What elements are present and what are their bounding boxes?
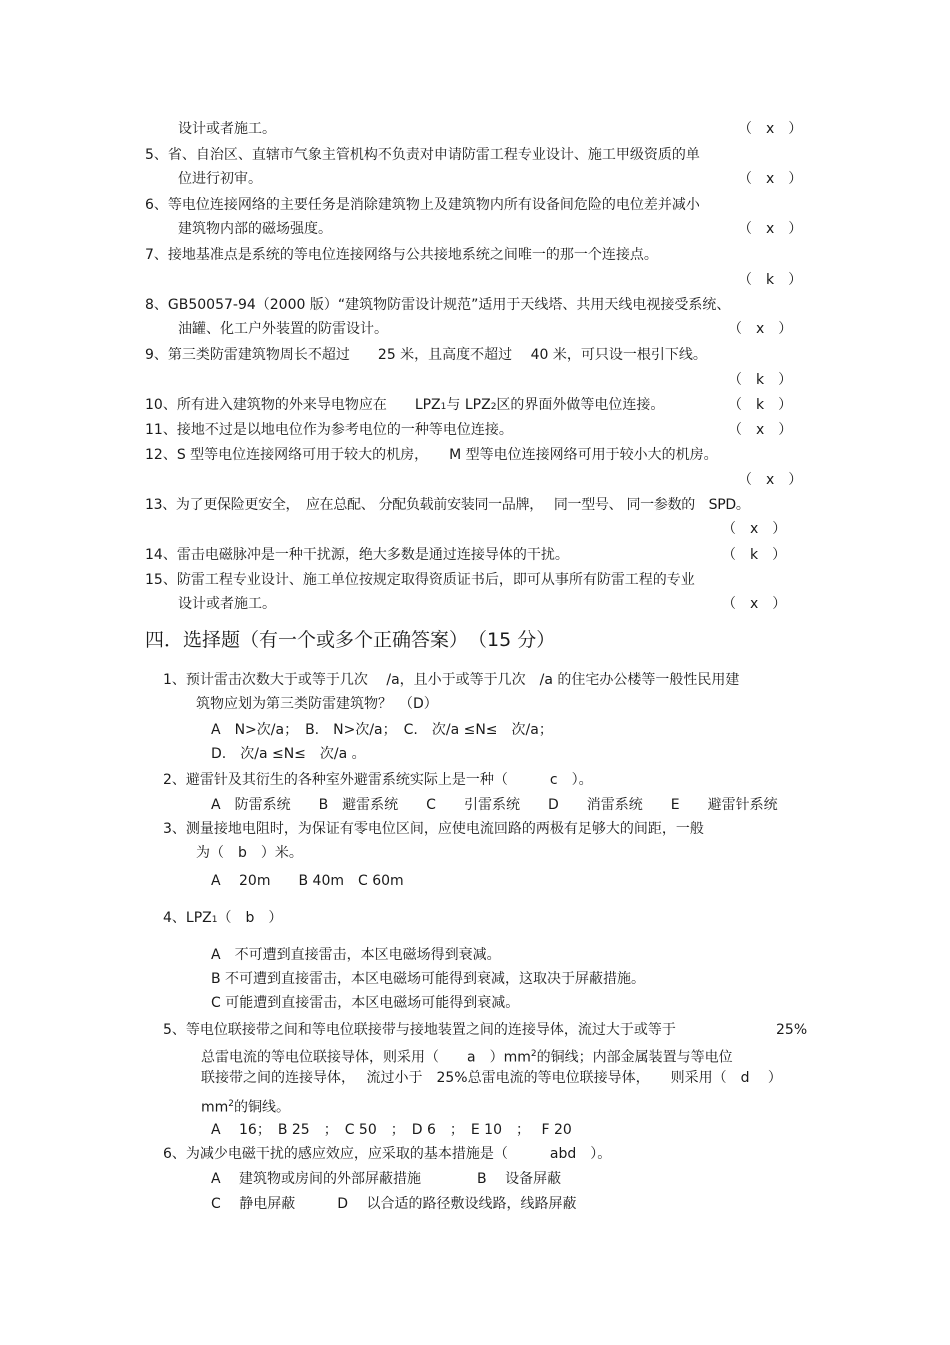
c4-text-a: 4、LPZ: [163, 910, 212, 926]
q8-line1: 8、GB50057-94（2000 版）“建筑物防雷设计规范”适用于天线塔、共用天线电视接受系统、: [145, 297, 731, 313]
q14-line1: 14、雷击电磁脉冲是一种干扰源，绝大多数是通过连接导体的干扰。: [145, 547, 569, 563]
c5-text-d: 的铜线。: [234, 1099, 291, 1116]
c4-option-a: A 不可遭到直接雷击，本区电磁场得到衰减。: [211, 947, 501, 963]
q10-answer: （ k ）: [728, 397, 793, 413]
c5-line2: [201, 1045, 733, 1067]
c5-line1-percent: 25%: [776, 1022, 808, 1038]
q15-line1: 15、防雷工程专业设计、施工单位按规定取得资质证书后，即可从事所有防雷工程的专业: [145, 572, 695, 588]
c1-options-row2: D. 次/a ≤N≤ 次/a 。: [211, 746, 366, 762]
c5-line1: 5、等电位联接带之间和等电位联接带与接地装置之间的连接导体，流过大于或等于: [163, 1022, 676, 1038]
q9-line1: 9、第三类防雷建筑物周长不超过 25 米，且高度不超过 40 米，可只设一根引下线。: [145, 347, 707, 363]
q10-sub2: 2: [490, 402, 497, 412]
q11-line1: 11、接地不过是以地电位作为参考电位的一种等电位连接。: [145, 422, 513, 438]
q13-answer: （ x ）: [722, 521, 787, 537]
c5-sup-b: 2: [228, 1099, 235, 1109]
q11-answer: （ x ）: [728, 422, 793, 438]
c3-line1: 3、测量接地电阻时，为保证有零电位区间，应使电流回路的两极有足够大的间距，一般: [163, 821, 704, 837]
q5-line1: 5、省、自治区、直辖市气象主管机构不负责对申请防雷工程专业设计、施工甲级资质的单: [145, 147, 700, 163]
c5-sup-a: 2: [530, 1049, 537, 1059]
c1-line2: 筑物应划为第三类防雷建筑物？ （D）: [196, 696, 438, 712]
c4-option-c: C 可能遭到直接雷击，本区电磁场可能得到衰减。: [211, 995, 520, 1011]
c5-text-c: mm: [201, 1099, 229, 1116]
q14-answer: （ k ）: [722, 547, 787, 563]
c5-text-a: 总雷电流的等电位联接导体，则采用（ a ）mm: [201, 1049, 531, 1066]
c2-options: A 防雷系统 B 避雷系统 C 引雷系统 D 消雷系统 E 避雷针系统: [211, 797, 778, 813]
c1-options-row1: A N>次/a； B. N>次/a； C. 次/a ≤N≤ 次/a；: [211, 722, 553, 738]
c4-sub: 1: [211, 915, 218, 925]
c5-line3: 联接带之间的连接导体， 流过小于 25%总雷电流的等电位联接导体， 则采用（ d ）: [201, 1070, 782, 1086]
q5-answer: （ x ）: [738, 171, 803, 187]
c5-text-b: 的铜线；内部金属装置与等电位: [536, 1049, 733, 1066]
c6-options-row2: C 静电屏蔽 D 以合适的路径敷设线路，线路屏蔽: [211, 1196, 577, 1212]
q10-text-b: 与 LPZ: [446, 397, 491, 413]
c3-options: A 20m B 40m C 60m: [211, 873, 404, 889]
c4-option-b: B 不可遭到直接雷击，本区电磁场可能得到衰减，这取决于屏蔽措施。: [211, 971, 646, 987]
c4-line1: [163, 909, 282, 929]
q15-line2: 设计或者施工。: [178, 596, 276, 612]
c3-line2: 为（ b ）米。: [196, 845, 303, 861]
q10-text-a: 10、所有进入建筑物的外来导电物应在 LPZ: [145, 397, 441, 413]
q7-answer: （ k ）: [738, 272, 803, 288]
q4-continuation: 设计或者施工。: [178, 121, 276, 137]
q13-line1: 13、为了更保险更安全， 应在总配、 分配负载前安装同一品牌， 同一型号、 同一参数的 SPD。: [145, 497, 750, 513]
c2-line1: 2、避雷针及其衍生的各种室外避雷系统实际上是一种（ c ）。: [163, 772, 593, 788]
section-title: 四．选择题（有一个或多个正确答案） （15 分）: [145, 629, 556, 651]
c1-line1: 1、预计雷击次数大于或等于几次 /a，且小于或等于几次 /a 的住宅办公楼等一般性民用建: [163, 672, 740, 688]
q10-sub1: 1: [440, 402, 447, 412]
q6-line2: 建筑物内部的磁场强度。: [178, 221, 332, 237]
c6-options-row1: A 建筑物或房间的外部屏蔽措施 B 设备屏蔽: [211, 1171, 562, 1187]
q5-line2: 位进行初审。: [178, 171, 262, 187]
q15-answer: （ x ）: [722, 596, 787, 612]
q10-text-c: 区的界面外做等电位连接。: [496, 397, 665, 413]
q8-line2: 油罐、化工户外装置的防雷设计。: [178, 321, 388, 337]
c4-text-b: （ b ）: [217, 910, 283, 926]
q6-line1: 6、等电位连接网络的主要任务是消除建筑物上及建筑物内所有设备间危险的电位差并减小: [145, 197, 700, 213]
q4-answer: （ x ）: [738, 121, 803, 137]
c6-line1: 6、为减少电磁干扰的感应效应，应采取的基本措施是（ abd ）。: [163, 1146, 612, 1162]
c5-options: A 16； B 25 ； C 50 ； D 6 ； E 10 ； F 20: [211, 1122, 572, 1138]
q9-answer: （ k ）: [728, 372, 793, 388]
q6-answer: （ x ）: [738, 221, 803, 237]
q12-line1: 12、S 型等电位连接网络可用于较大的机房， M 型等电位连接网络可用于较小大的机房。: [145, 447, 718, 463]
q7-line1: 7、接地基准点是系统的等电位连接网络与公共接地系统之间唯一的那一个连接点。: [145, 247, 658, 263]
q12-answer: （ x ）: [738, 472, 803, 488]
c5-line4: [201, 1095, 290, 1117]
q10-line1: [145, 396, 664, 416]
q8-answer: （ x ）: [728, 321, 793, 337]
